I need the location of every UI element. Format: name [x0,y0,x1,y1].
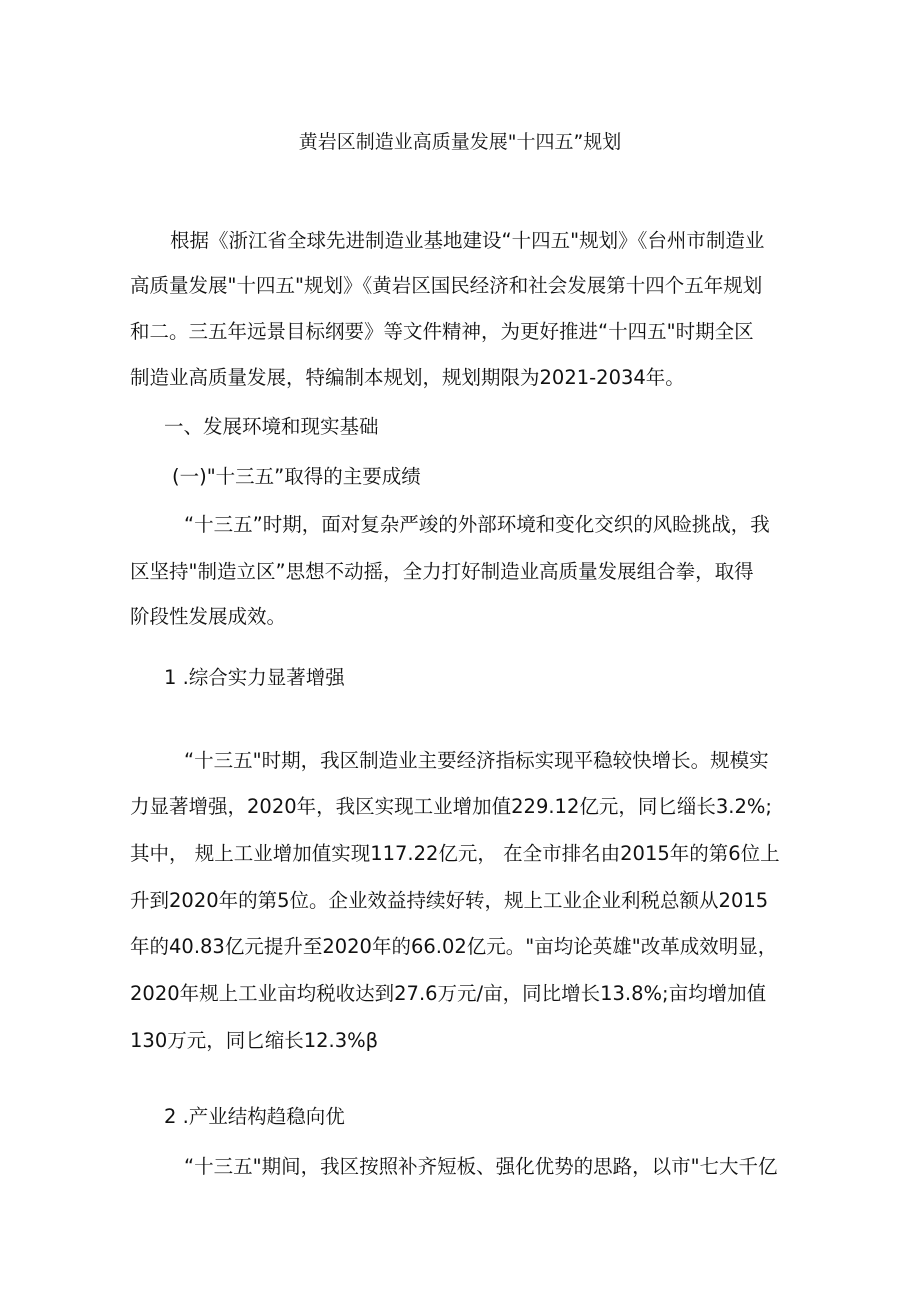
item-2-line-1: “十三五"期间，我区按照补齐短板、强化优势的思路，以市"七大千亿 [184,1155,778,1178]
intro-line-2: 高质量发展"十四五"规划》《黄岩区国民经济和社会发展第十四个五年规划 [130,274,763,297]
subsection-1-line-2: 区坚持"制造立区”思想不动摇，全力打好制造业高质量发展组合拳，取得 [130,560,754,583]
item-1-line-7: 130万元，同匕缩长12.3%β [130,1029,379,1052]
intro-line-4: 制造业高质量发展，特编制本规划，规划期限为2021-2034年。 [130,366,685,389]
intro-line-3: 和二。三五年远景目标纲要》等文件精神，为更好推进“十四五"时期全区 [130,320,754,343]
item-1-line-6: 2020年规上工业亩均税收达到27.6万元/亩，同比增长13.8%;亩均增加值 [130,982,767,1005]
item-1-line-1: “十三五"时期，我区制造业主要经济指标实现平稳较快增长。规模实 [184,749,769,772]
subsection-heading-1: (一)"十三五”取得的主要成绩 [172,465,421,488]
section-heading-1: 一、发展环境和现实基础 [164,415,379,438]
subsection-1-line-3: 阶段性发展成效。 [130,605,287,628]
item-1-heading: 1 .综合实力显著增强 [164,666,345,689]
subsection-1-line-1: “十三五”时期，面对复杂严竣的外部环境和变化交织的风睑挑战，我 [184,513,770,536]
item-2-heading: 2 .产业结构趋稳向优 [164,1105,345,1128]
item-1-line-4: 升到2020年的第5位。企业效益持续好转，规上工业企业利税总额从2015 [130,889,769,912]
item-1-line-3: 其中， 规上工业增加值实现117.22亿元， 在全市排名由2015年的第6位上 [130,842,780,865]
item-1-line-2: 力显著增强，2020年，我区实现工业增加值229.12亿元，同匕缁长3.2%; [130,795,772,818]
intro-line-1: 根据《浙江省全球先进制造业基地建设“十四五"规划》《台州市制造业 [170,229,765,252]
item-1-line-5: 年的40.83亿元提升至2020年的66.02亿元。"亩均论英雄"改革成效明显， [130,935,778,958]
document-title: 黄岩区制造业高质量发展"十四五”规划 [298,131,622,153]
